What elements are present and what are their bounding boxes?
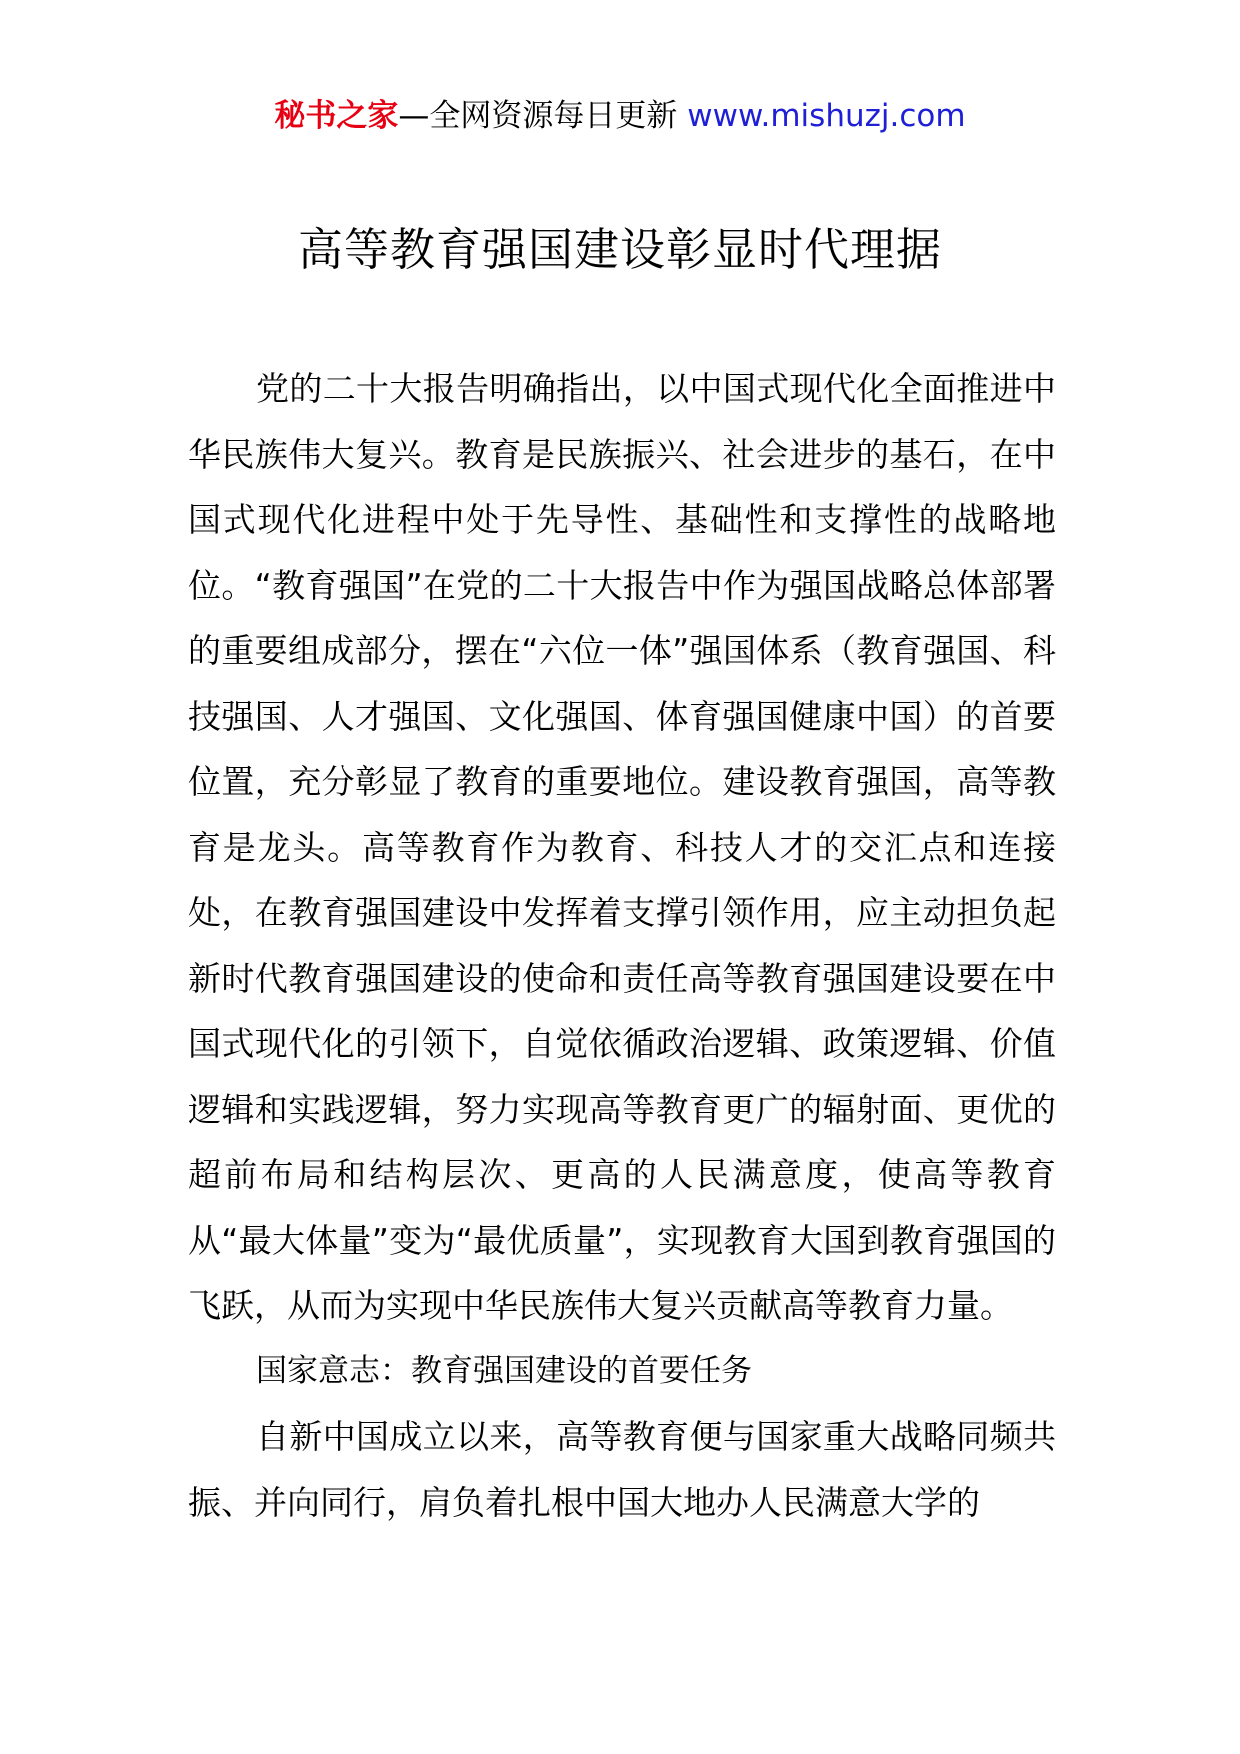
document-title: 高等教育强国建设彰显时代理据 [297, 223, 942, 276]
site-slogan: —全网资源每日更新 [398, 98, 688, 134]
site-header [0, 96, 1240, 136]
body-paragraph: 自新中国成立以来，高等教育便与国家重大战略同频共振、并向同行，肩负着扎根中国大地办人民满意大学的 [188, 1417, 1056, 1522]
site-url-link[interactable]: www.mishuzj.com [687, 98, 966, 134]
site-brand: 秘书之家 [274, 98, 399, 134]
body-paragraph: 党的二十大报告明确指出，以中国式现代化全面推进中华民族伟大复兴。教育是民族振兴、社会进步的基石，在中国式现代化进程中处于先导性、基础性和支撑性的战略地位。“教育强国”在党的二十大报告中作为强国战略总体部署的重要组成部分，摆在“六位一体”强国体系（教育强国、科技强国、人才强国、文化强国、体育强国健康中国）的首要位置，充分彰显了教育的重要地位。建设教育强国，高等教育是龙头。高等教育作为教育、科技人才的交汇点和连接处，在教育强国建设中发挥着支撑引领作用，应主动担负起新时代教育强国建设的使命和责任高等教育强国建设要在中国式现代化的引领下，自觉依循政治逻辑、政策逻辑、价值逻辑和实践逻辑，努力实现高等教育更广的辐射面、更优的超前布局和结构层次、更高的人民满意度，使高等教育从“最大体量”变为“最优质量”，实现教育大国到教育强国的飞跃，从而为实现中华民族伟大复兴贡献高等教育力量。 [188, 369, 1056, 1325]
document-body [188, 356, 1056, 1535]
section-heading: 国家意志：教育强国建设的首要任务 [256, 1352, 752, 1389]
